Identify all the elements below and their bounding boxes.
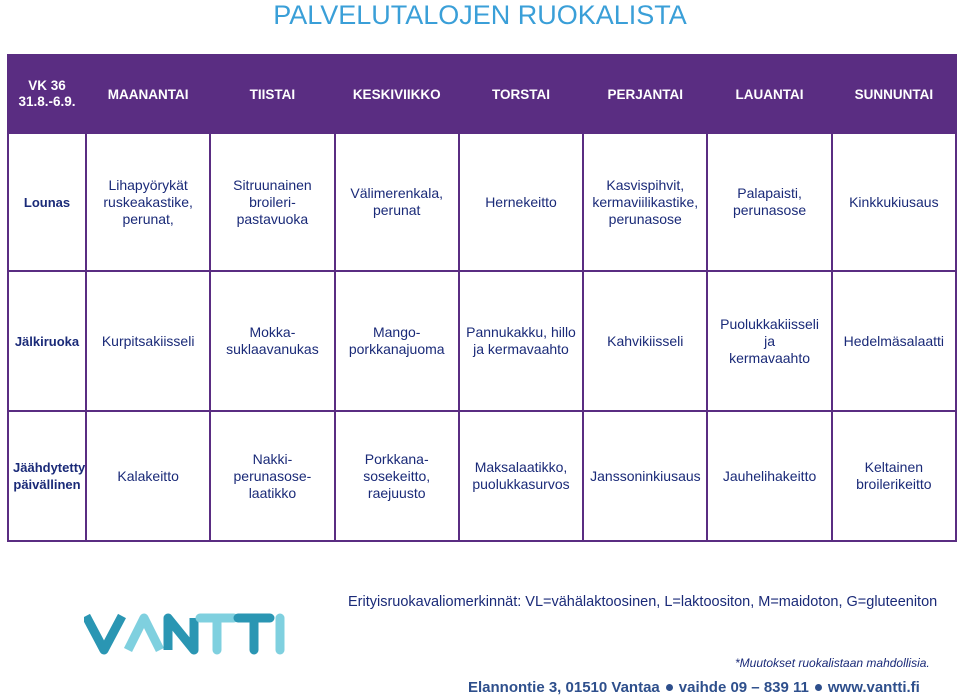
footer-phone: vaihde 09 – 839 11 [678, 679, 809, 696]
day-header-tuesday: TIISTAI [210, 55, 334, 133]
menu-cell: Kalakeitto [86, 411, 210, 541]
header-row [8, 55, 956, 133]
footer-web[interactable]: www.vantti.fi [827, 679, 920, 696]
menu-cell: Janssoninkiusaus [583, 411, 707, 541]
menu-cell: Hernekeitto [459, 133, 583, 271]
day-header-wednesday: KESKIVIIKKO [335, 55, 459, 133]
menu-cell: Maksalaatikko, puolukkasurvos [459, 411, 583, 541]
day-header-sunday: SUNNUNTAI [832, 55, 956, 133]
menu-cell: Kahvikiisseli [583, 271, 707, 411]
table-row [8, 133, 956, 271]
menu-cell: Lihapyörykät ruskeakastike, perunat, [86, 133, 210, 271]
menu-cell: Kasvispihvit, kermaviilikastike, perunasose [583, 133, 707, 271]
bullet-icon [815, 684, 822, 691]
menu-cell: Jauhelihakeitto [707, 411, 831, 541]
menu-cell: Kurpitsakiisseli [86, 271, 210, 411]
changes-note: *Muutokset ruokalistaan mahdollisia. [735, 656, 930, 670]
menu-cell: Mango- porkkanajuoma [335, 271, 459, 411]
menu-cell: Nakki- perunasose- laatikko [210, 411, 334, 541]
menu-cell: Pannukakku, hillo ja kermavaahto [459, 271, 583, 411]
menu-cell: Kinkkukiusaus [832, 133, 956, 271]
day-header-thursday: TORSTAI [459, 55, 583, 133]
menu-cell: Sitruunainen broileri- pastavuoka [210, 133, 334, 271]
row-label-paivallinen: Jäähdytetty päivällinen [8, 411, 86, 541]
bullet-icon [666, 684, 673, 691]
vantti-logo [84, 610, 286, 656]
row-label-lounas: Lounas [8, 133, 86, 271]
menu-cell: Välimerenkala, perunat [335, 133, 459, 271]
day-header-saturday: LAUANTAI [707, 55, 831, 133]
menu-cell: Palapaisti, perunasose [707, 133, 831, 271]
day-header-friday: PERJANTAI [583, 55, 707, 133]
row-label-jalkiruoka: Jälkiruoka [8, 271, 86, 411]
day-header-monday: MAANANTAI [86, 55, 210, 133]
menu-cell: Porkkana- sosekeitto, raejuusto [335, 411, 459, 541]
page-title: PALVELUTALOJEN RUOKALISTA [273, 0, 687, 30]
table-row [8, 411, 956, 541]
footer-contact [468, 679, 920, 696]
table-row [8, 271, 956, 411]
menu-table [7, 54, 957, 542]
menu-cell: Keltainen broilerikeitto [832, 411, 956, 541]
diet-notes: Erityisruokavaliomerkinnät: VL=vähälaktoosinen, L=laktoositon, M=maidoton, G=gluteeniton [348, 594, 938, 610]
menu-cell: Puolukkakiisseli ja kermavaahto [707, 271, 831, 411]
week-cell [8, 55, 86, 133]
week-number: VK 36 [28, 78, 66, 93]
footer-address: Elannontie 3, 01510 Vantaa [468, 679, 660, 696]
week-dates: 31.8.-6.9. [18, 94, 76, 109]
menu-cell: Hedelmäsalaatti [832, 271, 956, 411]
menu-cell: Mokka- suklaavanukas [210, 271, 334, 411]
